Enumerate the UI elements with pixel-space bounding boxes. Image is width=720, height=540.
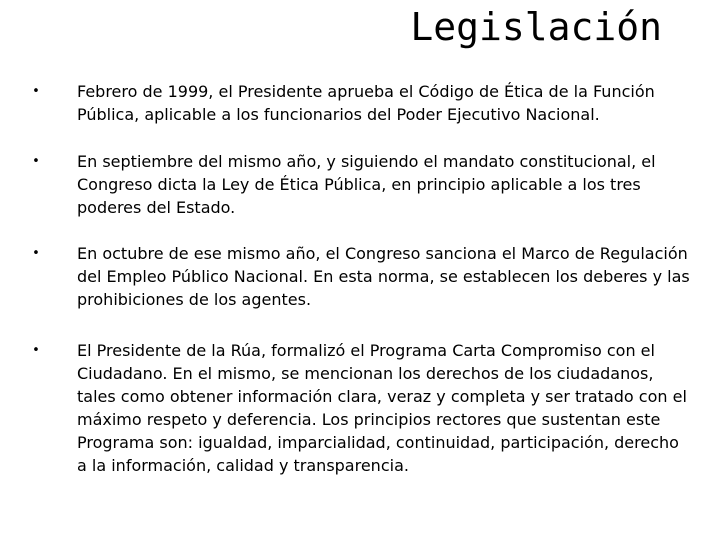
bullet-dot-icon: •: [32, 343, 40, 358]
slide-title: Legislación: [410, 5, 662, 49]
bullet-text: En octubre de ese mismo año, el Congreso sanciona el Marco de Regulación del Empleo Público Nacional. En esta norma, se establecen los deberes y las prohibiciones de los agentes.: [77, 244, 690, 309]
bullet-dot-icon: •: [32, 154, 40, 169]
bullet-dot-icon: •: [32, 246, 40, 261]
bullet-list: [30, 80, 690, 501]
bullet-text: El Presidente de la Rúa, formalizó el Programa Carta Compromiso con el Ciudadano. En el mismo, se mencionan los derechos de los ciudadanos, tales como obtener información clara, veraz y completa y ser tratado con el máximo respeto y deferencia. Los principios rectores que sustentan este Programa son: igualdad, imparcialidad, continuidad, participación, derecho a la información, calidad y transparencia.: [77, 341, 687, 475]
bullet-text: Febrero de 1999, el Presidente aprueba el Código de Ética de la Función Pública, aplicable a los funcionarios del Poder Ejecutivo Nacional.: [77, 82, 655, 124]
bullet-item: [30, 339, 690, 477]
bullet-item: [30, 242, 690, 311]
bullet-text: En septiembre del mismo año, y siguiendo el mandato constitucional, el Congreso dicta la Ley de Ética Pública, en principio aplicable a los tres poderes del Estado.: [77, 152, 656, 217]
bullet-item: [30, 80, 690, 126]
bullet-dot-icon: •: [32, 84, 40, 99]
bullet-item: [30, 150, 690, 219]
